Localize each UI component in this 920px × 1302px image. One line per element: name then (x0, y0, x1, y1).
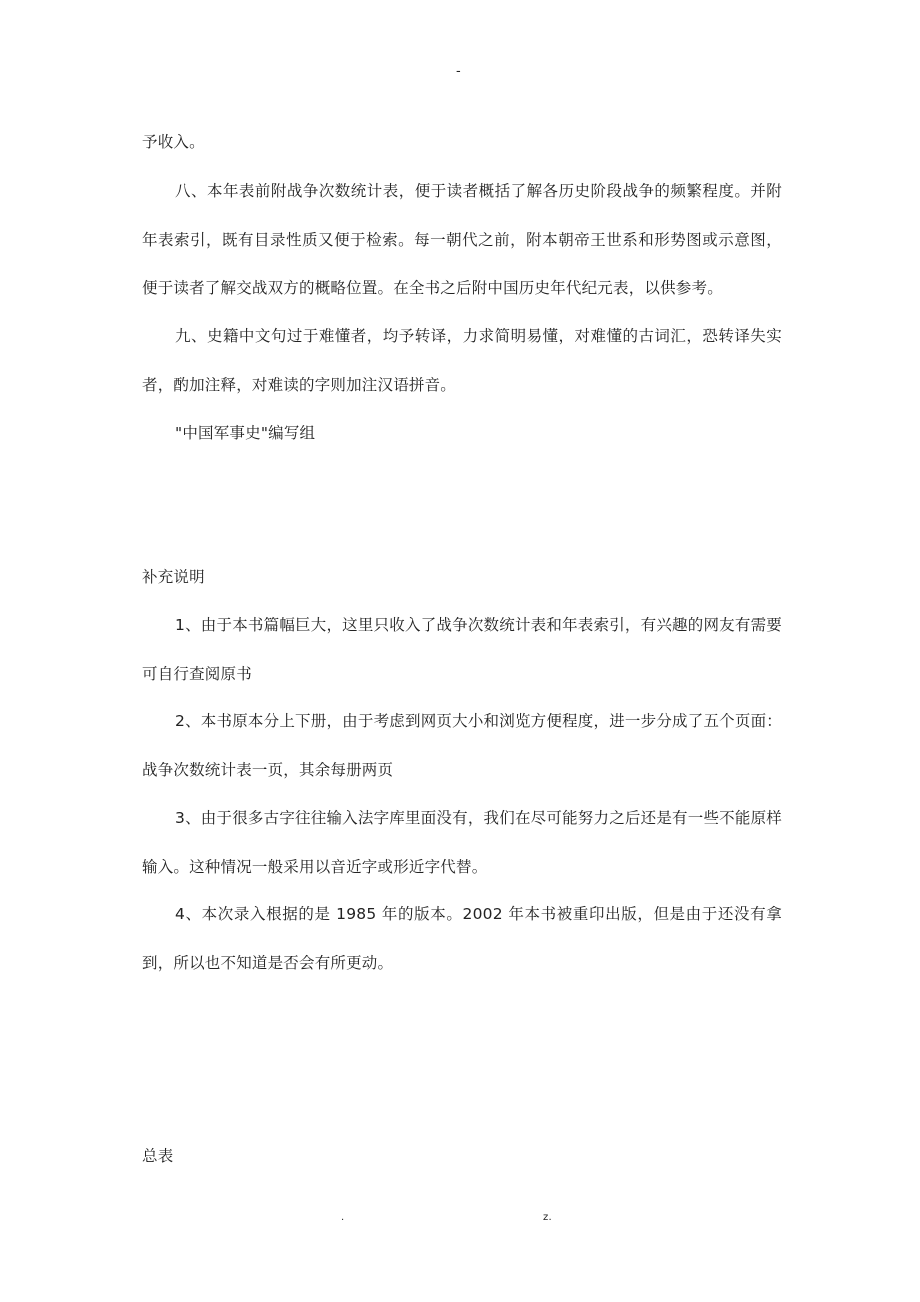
intro-paragraph-9: 九、史籍中文句过于难懂者，均予转译，力求简明易懂，对难懂的古词汇，恐转译失实者，酌加注释，对难读的字则加注汉语拼音。 (142, 327, 782, 394)
supplement-heading: 补充说明 (142, 568, 205, 586)
supplement-item-1: 1、由于本书篇幅巨大，这里只收入了战争次数统计表和年表索引，有兴趣的网友有需要可自行查阅原书 (142, 616, 782, 683)
supplement-item-2: 2、本书原本分上下册，由于考虑到网页大小和浏览方便程度，进一步分成了五个页面：战争次数统计表一页，其余每册两页 (142, 712, 782, 779)
intro-paragraph-8: 八、本年表前附战争次数统计表，便于读者概括了解各历史阶段战争的频繁程度。并附年表索引，既有目录性质又便于检索。每一朝代之前，附本朝帝王世系和形势图或示意图，便于读者了解交战双方的概略位置。在全书之后附中国历史年代纪元表，以供参考。 (142, 182, 782, 297)
supplement-item-3: 3、由于很多古字往往输入法字库里面没有，我们在尽可能努力之后还是有一些不能原样输入。这种情况一般采用以音近字或形近字代替。 (142, 809, 782, 876)
page-header-mark: - (456, 64, 461, 79)
editorial-signature: "中国军事史"编写组 (175, 424, 316, 442)
supplement-item-4: 4、本次录入根据的是 1985 年的版本。2002 年本书被重印出版，但是由于还没有拿到，所以也不知道是否会有所更动。 (142, 905, 782, 972)
intro-continuation: 予收入。 (142, 133, 205, 151)
page-footer-right: z. (543, 1212, 552, 1223)
page-footer-left: . (341, 1212, 345, 1223)
total-table-heading: 总表 (142, 1147, 174, 1165)
